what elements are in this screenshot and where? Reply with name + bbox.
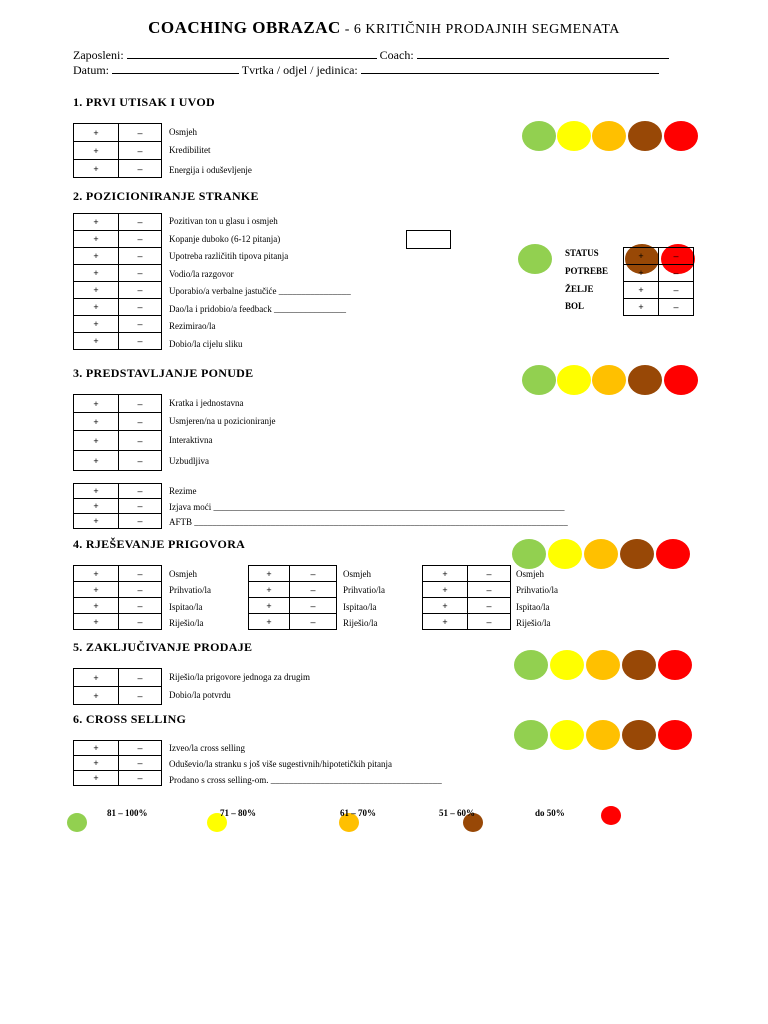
s4-item: Osmjeh bbox=[516, 569, 544, 579]
plus-cell[interactable]: + bbox=[74, 265, 119, 282]
plus-cell[interactable]: + bbox=[249, 614, 290, 630]
plus-cell[interactable]: + bbox=[74, 413, 119, 431]
section-4-checklist-c bbox=[422, 565, 511, 630]
section-3-title: 3. PREDSTAVLJANJE PONUDE bbox=[73, 366, 254, 380]
minus-cell[interactable]: – bbox=[119, 771, 162, 786]
company-label: Tvrtka / odjel / jedinica: bbox=[241, 63, 358, 77]
s3-item2: Izjava moći ______________________________________________________________________________ bbox=[169, 502, 565, 512]
minus-cell[interactable]: – bbox=[119, 316, 162, 333]
minus-cell[interactable]: – bbox=[290, 614, 337, 630]
s1-item: Kredibilitet bbox=[169, 145, 211, 155]
plus-cell[interactable]: + bbox=[74, 214, 119, 231]
form-title-main: COACHING OBRAZAC bbox=[148, 18, 341, 37]
section-6-checklist bbox=[73, 740, 162, 786]
rating-circle-red[interactable] bbox=[664, 365, 698, 395]
need-zelje-label: ŽELJE bbox=[565, 284, 594, 294]
rating-circle-green[interactable] bbox=[522, 121, 556, 151]
s2-item: Dao/la i pridobio/a feedback ________________ bbox=[169, 304, 346, 314]
minus-cell[interactable]: – bbox=[119, 499, 162, 514]
plus-cell[interactable]: + bbox=[249, 566, 290, 582]
s2-item: Uporabio/a verbalne jastučiće ________________ bbox=[169, 286, 351, 296]
rating-circle-orange[interactable] bbox=[584, 539, 618, 569]
minus-cell[interactable]: – bbox=[468, 598, 511, 614]
s2-item: Kopanje duboko (6-12 pitanja) bbox=[169, 234, 281, 244]
need-status-label: STATUS bbox=[565, 248, 599, 258]
minus-cell[interactable]: – bbox=[659, 282, 694, 299]
rating-circle-yellow[interactable] bbox=[548, 539, 582, 569]
plus-cell[interactable]: + bbox=[249, 598, 290, 614]
plus-cell[interactable]: + bbox=[74, 142, 119, 160]
form-title-sub: - 6 KRITIČNIH PRODAJNIH SEGMENATA bbox=[340, 22, 620, 37]
section-1-checklist bbox=[73, 123, 162, 178]
legend-brown-label: 51 – 60% bbox=[439, 808, 475, 818]
plus-cell[interactable]: + bbox=[74, 598, 119, 614]
minus-cell[interactable]: – bbox=[468, 566, 511, 582]
minus-cell[interactable]: – bbox=[119, 160, 162, 178]
plus-cell[interactable]: + bbox=[74, 431, 119, 451]
s5-item: Riješio/la prigovore jednoga za drugim bbox=[169, 672, 310, 682]
minus-cell[interactable]: – bbox=[119, 248, 162, 265]
rating-circle-green[interactable] bbox=[518, 244, 552, 274]
s4-item: Riješio/la bbox=[343, 618, 378, 628]
minus-cell[interactable]: – bbox=[119, 282, 162, 299]
plus-cell[interactable]: + bbox=[74, 771, 119, 786]
rating-circle-green[interactable] bbox=[514, 650, 548, 680]
rating-circle-yellow[interactable] bbox=[550, 720, 584, 750]
s2-item: Dobio/la cijelu sliku bbox=[169, 339, 243, 349]
minus-cell[interactable]: – bbox=[119, 566, 162, 582]
minus-cell[interactable]: – bbox=[659, 299, 694, 316]
plus-cell[interactable]: + bbox=[74, 566, 119, 582]
s1-item: Osmjeh bbox=[169, 127, 197, 137]
need-bol-label: BOL bbox=[565, 301, 585, 311]
minus-cell[interactable]: – bbox=[468, 582, 511, 598]
s4-item: Prihvatio/la bbox=[516, 585, 558, 595]
need-potrebe-label: POTREBE bbox=[565, 266, 609, 276]
section-5-checklist bbox=[73, 668, 162, 705]
plus-cell[interactable]: + bbox=[74, 160, 119, 178]
section-6-title: 6. CROSS SELLING bbox=[73, 712, 187, 726]
minus-cell[interactable]: – bbox=[119, 333, 162, 350]
employee-label: Zaposleni: bbox=[73, 48, 124, 62]
plus-cell[interactable]: + bbox=[423, 614, 468, 630]
section-3-checklist bbox=[73, 394, 162, 471]
legend-yellow-label: 71 – 80% bbox=[220, 808, 256, 818]
plus-cell[interactable]: + bbox=[74, 124, 119, 142]
section-2-checklist bbox=[73, 213, 162, 350]
plus-cell[interactable]: + bbox=[74, 741, 119, 756]
s4-item: Osmjeh bbox=[169, 569, 197, 579]
plus-cell[interactable]: + bbox=[624, 248, 659, 265]
rating-circle-orange[interactable] bbox=[586, 720, 620, 750]
legend-red-dot bbox=[601, 806, 621, 825]
rating-circle-brown[interactable] bbox=[620, 539, 654, 569]
rating-circle-brown[interactable] bbox=[622, 650, 656, 680]
minus-cell[interactable]: – bbox=[290, 598, 337, 614]
minus-cell[interactable]: – bbox=[119, 669, 162, 687]
plus-cell[interactable]: + bbox=[74, 231, 119, 248]
s4-item: Riješio/la bbox=[516, 618, 551, 628]
plus-cell[interactable]: + bbox=[74, 395, 119, 413]
s4-item: Ispitao/la bbox=[169, 602, 203, 612]
minus-cell[interactable]: – bbox=[119, 756, 162, 771]
minus-cell[interactable]: – bbox=[119, 598, 162, 614]
plus-cell[interactable]: + bbox=[624, 282, 659, 299]
minus-cell[interactable]: – bbox=[119, 614, 162, 630]
minus-cell[interactable]: – bbox=[119, 484, 162, 499]
minus-cell[interactable]: – bbox=[659, 265, 694, 282]
s3-item: Interaktivna bbox=[169, 435, 213, 445]
rating-circle-orange[interactable] bbox=[592, 121, 626, 151]
s2-item: Vodio/la razgovor bbox=[169, 269, 234, 279]
minus-cell[interactable]: – bbox=[119, 687, 162, 705]
s4-item: Prihvatio/la bbox=[343, 585, 385, 595]
minus-cell[interactable]: – bbox=[119, 413, 162, 431]
plus-cell[interactable]: + bbox=[74, 484, 119, 499]
s3-item: Usmjeren/na u pozicioniranje bbox=[169, 416, 276, 426]
legend-green-label: 81 – 100% bbox=[107, 808, 148, 818]
section-2-title: 2. POZICIONIRANJE STRANKE bbox=[73, 189, 259, 203]
minus-cell[interactable]: – bbox=[119, 451, 162, 471]
section-4-checklist-a bbox=[73, 565, 162, 630]
plus-cell[interactable]: + bbox=[74, 248, 119, 265]
rating-circle-yellow[interactable] bbox=[557, 121, 591, 151]
plus-cell[interactable]: + bbox=[74, 316, 119, 333]
coach-label: Coach: bbox=[379, 48, 414, 62]
minus-cell[interactable]: – bbox=[659, 248, 694, 265]
rating-circle-yellow[interactable] bbox=[550, 650, 584, 680]
s2-item: Rezimirao/la bbox=[169, 321, 216, 331]
rating-circle-orange[interactable] bbox=[592, 365, 626, 395]
minus-cell[interactable]: – bbox=[119, 231, 162, 248]
s6-item: Prodano s cross selling-om. ______________________________________ bbox=[169, 775, 442, 785]
plus-cell[interactable]: + bbox=[74, 282, 119, 299]
plus-cell[interactable]: + bbox=[423, 598, 468, 614]
header-row-1 bbox=[73, 48, 669, 63]
questions-count-box[interactable] bbox=[406, 230, 451, 249]
rating-circle-orange[interactable] bbox=[586, 650, 620, 680]
plus-cell[interactable]: + bbox=[74, 333, 119, 350]
plus-cell[interactable]: + bbox=[74, 687, 119, 705]
legend-orange-label: 61 – 70% bbox=[340, 808, 376, 818]
plus-cell[interactable]: + bbox=[74, 299, 119, 316]
rating-circle-green[interactable] bbox=[514, 720, 548, 750]
rating-circle-red[interactable] bbox=[664, 121, 698, 151]
minus-cell[interactable]: – bbox=[119, 741, 162, 756]
s6-item: Oduševio/la stranku s još više sugestivnih/hipotetičkih pitanja bbox=[169, 759, 392, 769]
needs-checklist bbox=[623, 247, 694, 316]
rating-circle-green[interactable] bbox=[522, 365, 556, 395]
section-1-title: 1. PRVI UTISAK I UVOD bbox=[73, 95, 215, 109]
minus-cell[interactable]: – bbox=[119, 214, 162, 231]
minus-cell[interactable]: – bbox=[290, 582, 337, 598]
s3-item: Kratka i jednostavna bbox=[169, 398, 244, 408]
s4-item: Ispitao/la bbox=[343, 602, 377, 612]
minus-cell[interactable]: – bbox=[119, 582, 162, 598]
plus-cell[interactable]: + bbox=[74, 451, 119, 471]
minus-cell[interactable]: – bbox=[119, 265, 162, 282]
plus-cell[interactable]: + bbox=[74, 582, 119, 598]
form-title bbox=[0, 18, 768, 38]
section-4-checklist-b bbox=[248, 565, 337, 630]
plus-cell[interactable]: + bbox=[624, 265, 659, 282]
rating-circle-red[interactable] bbox=[658, 650, 692, 680]
s3-item2: Rezime bbox=[169, 486, 197, 496]
s1-item: Energija i oduševljenje bbox=[169, 165, 252, 175]
legend-red-label: do 50% bbox=[535, 808, 565, 818]
s2-item: Upotreba različitih tipova pitanja bbox=[169, 251, 289, 261]
minus-cell[interactable]: – bbox=[290, 566, 337, 582]
company-field[interactable] bbox=[361, 63, 659, 74]
employee-field[interactable] bbox=[127, 48, 377, 59]
s4-item: Osmjeh bbox=[343, 569, 371, 579]
rating-circle-brown[interactable] bbox=[628, 365, 662, 395]
legend-green-dot bbox=[67, 813, 87, 832]
section-4-title: 4. RJEŠEVANJE PRIGOVORA bbox=[73, 537, 246, 551]
plus-cell[interactable]: + bbox=[74, 669, 119, 687]
s3-item2: AFTB ___________________________________________________________________________________ bbox=[169, 517, 568, 527]
minus-cell[interactable]: – bbox=[468, 614, 511, 630]
coach-field[interactable] bbox=[417, 48, 669, 59]
minus-cell[interactable]: – bbox=[119, 514, 162, 529]
minus-cell[interactable]: – bbox=[119, 142, 162, 160]
date-field[interactable] bbox=[112, 63, 239, 74]
plus-cell[interactable]: + bbox=[74, 514, 119, 529]
rating-circle-red[interactable] bbox=[658, 720, 692, 750]
minus-cell[interactable]: – bbox=[119, 395, 162, 413]
date-label: Datum: bbox=[73, 63, 109, 77]
s6-item: Izveo/la cross selling bbox=[169, 743, 245, 753]
plus-cell[interactable]: + bbox=[249, 582, 290, 598]
s2-item: Pozitivan ton u glasu i osmjeh bbox=[169, 216, 278, 226]
s5-item: Dobio/la potvrdu bbox=[169, 690, 231, 700]
plus-cell[interactable]: + bbox=[74, 614, 119, 630]
section-3-checklist-2 bbox=[73, 483, 162, 529]
minus-cell[interactable]: – bbox=[119, 431, 162, 451]
plus-cell[interactable]: + bbox=[74, 756, 119, 771]
plus-cell[interactable]: + bbox=[74, 499, 119, 514]
s4-item: Ispitao/la bbox=[516, 602, 550, 612]
header-row-2 bbox=[73, 63, 659, 78]
plus-cell[interactable]: + bbox=[423, 566, 468, 582]
plus-cell[interactable]: + bbox=[423, 582, 468, 598]
s4-item: Riješio/la bbox=[169, 618, 204, 628]
rating-circle-red[interactable] bbox=[656, 539, 690, 569]
plus-cell[interactable]: + bbox=[624, 299, 659, 316]
minus-cell[interactable]: – bbox=[119, 124, 162, 142]
rating-circle-brown[interactable] bbox=[628, 121, 662, 151]
s3-item: Uzbudljiva bbox=[169, 456, 209, 466]
rating-circle-green[interactable] bbox=[512, 539, 546, 569]
rating-circle-brown[interactable] bbox=[622, 720, 656, 750]
rating-circle-yellow[interactable] bbox=[557, 365, 591, 395]
section-5-title: 5. ZAKLJUČIVANJE PRODAJE bbox=[73, 640, 253, 654]
s4-item: Prihvatio/la bbox=[169, 585, 211, 595]
minus-cell[interactable]: – bbox=[119, 299, 162, 316]
